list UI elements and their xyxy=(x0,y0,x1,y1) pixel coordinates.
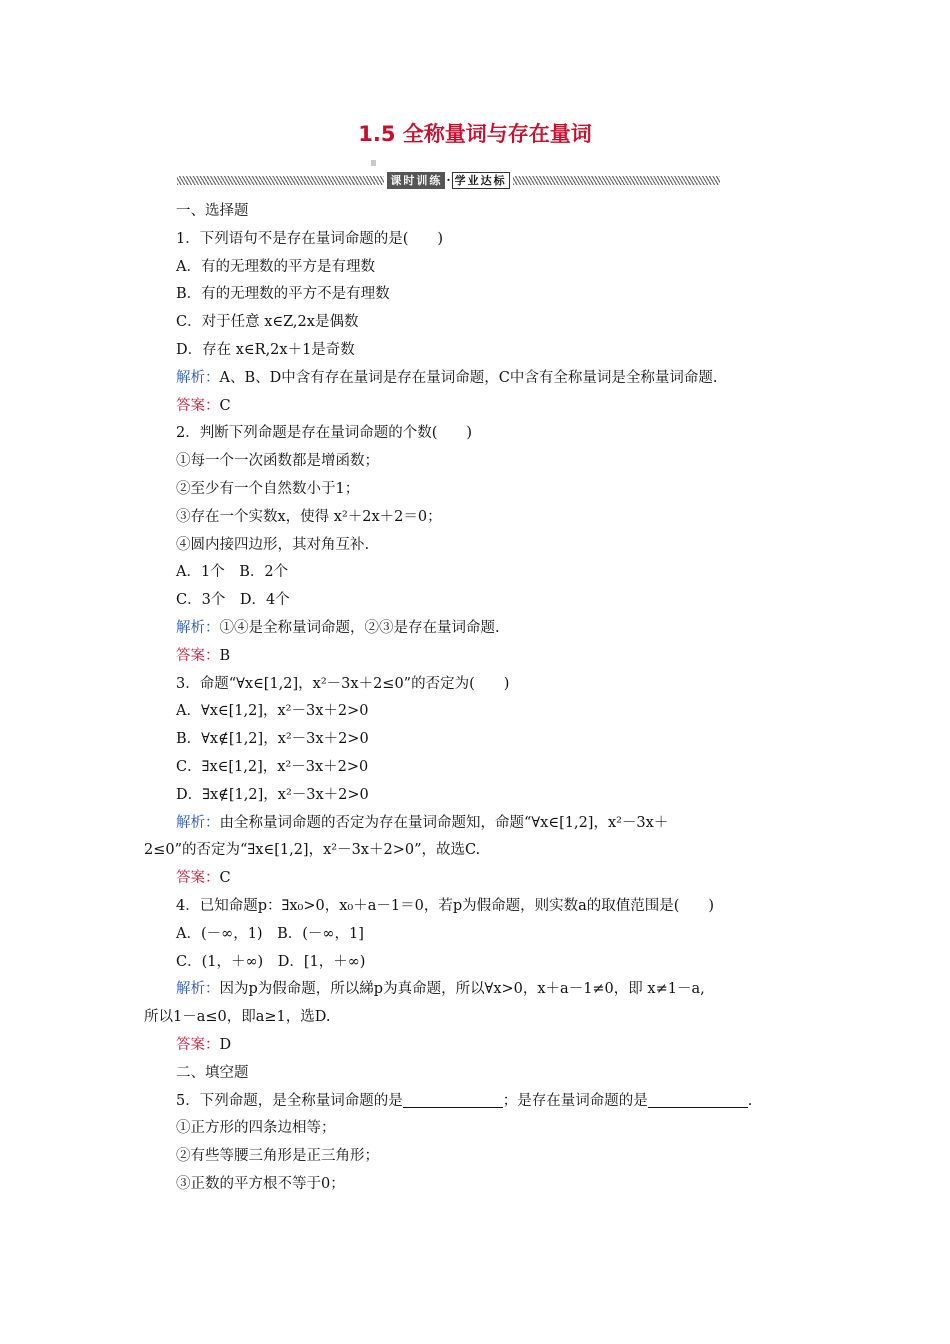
analysis xyxy=(144,976,809,1004)
option: D．存在 x∈R,2x＋1是奇数 xyxy=(176,341,355,358)
option: C．∃x∈[1,2]，x²－3x＋2>0 xyxy=(176,758,369,775)
answer-value: D xyxy=(219,1036,232,1053)
question-stem: 2．判断下列命题是存在量词命题的个数( ) xyxy=(176,425,473,442)
statement: ①每一个一次函数都是增函数； xyxy=(176,453,379,470)
option: A．有的无理数的平方是有理数 xyxy=(176,258,375,275)
analysis-text: ①④是全称量词命题，②③是存在量词命题. xyxy=(219,619,500,636)
analysis-continued: 2≤0”的否定为“∃x∈[1,2]，x²－3x＋2>0”，故选C. xyxy=(144,842,481,859)
analysis-label: 解析： xyxy=(176,814,220,831)
option: A．(－∞，1) B．(－∞，1] xyxy=(176,925,364,942)
question-stem xyxy=(144,1088,809,1116)
analysis-text: 由全称量词命题的否定为存在量词命题知，命题“∀x∈[1,2]，x²－3x＋ xyxy=(219,814,669,831)
stem-end: . xyxy=(747,1092,753,1109)
statement: ①正方形的四条边相等； xyxy=(176,1120,336,1137)
banner-label-practice: 课时训练 xyxy=(387,172,445,189)
section-banner xyxy=(177,171,720,189)
analysis xyxy=(144,365,809,393)
answer xyxy=(144,393,809,421)
statement: ②至少有一个自然数小于1； xyxy=(176,480,360,497)
question-stem: 1．下列语句不是存在量词命题的是( ) xyxy=(176,230,444,247)
option: A．1个 B．2个 xyxy=(176,564,289,581)
statement: ②有些等腰三角形是正三角形； xyxy=(176,1148,379,1165)
option: A．∀x∈[1,2]，x²－3x＋2>0 xyxy=(176,703,369,720)
answer xyxy=(144,865,809,893)
statement: ③正数的平方根不等于0； xyxy=(176,1175,345,1192)
answer-label: 答案： xyxy=(176,1036,220,1053)
analysis-text: A、B、D中含有存在量词是存在量词命题，C中含有全称量词是全称量词命题. xyxy=(219,369,718,386)
option: C．对于任意 x∈Z,2x是偶数 xyxy=(176,314,359,331)
option: C．(1，＋∞) D．[1，＋∞) xyxy=(176,953,366,970)
analysis-label: 解析： xyxy=(176,369,220,386)
analysis-text: 因为p为假命题，所以綈p为真命题，所以∀x>0，x＋a－1≠0，即 x≠1－a, xyxy=(219,981,705,998)
section-heading: 一、选择题 xyxy=(176,203,249,219)
question-stem: 4．已知命题p：∃x₀>0，x₀＋a－1＝0，若p为假命题，则实数a的取值范围是( ) xyxy=(176,897,715,914)
answer-label: 答案： xyxy=(176,397,220,414)
statement: ③存在一个实数x，使得 x²＋2x＋2＝0； xyxy=(176,508,442,525)
answer-value: C xyxy=(219,870,231,887)
answer-label: 答案： xyxy=(176,647,220,664)
banner-stripe-left xyxy=(177,176,384,185)
stem-part: ；是存在量词命题的是 xyxy=(502,1092,648,1109)
stem-part: 5．下列命题，是全称量词命题的是 xyxy=(176,1092,403,1109)
answer-label: 答案： xyxy=(176,870,220,887)
option: D．∃x∉[1,2]，x²－3x＋2>0 xyxy=(176,786,369,803)
analysis-label: 解析： xyxy=(176,619,220,636)
answer-value: B xyxy=(219,647,231,664)
exercise-content xyxy=(144,198,809,1199)
analysis xyxy=(144,615,809,643)
question-stem: 3．命题“∀x∈[1,2]，x²－3x＋2≤0”的否定为( ) xyxy=(176,675,510,692)
analysis-continued: 所以1－a≤0，即a≥1，选D. xyxy=(144,1009,331,1026)
banner-stripe-right xyxy=(513,176,720,185)
page-title: 1.5 全称量词与存在量词 xyxy=(358,122,592,146)
fill-blank[interactable] xyxy=(648,1091,748,1108)
option: C．3个 D．4个 xyxy=(176,592,290,609)
decorative-marker xyxy=(371,160,376,166)
banner-dot: · xyxy=(446,173,451,187)
answer xyxy=(144,643,809,671)
section-heading: 二、填空题 xyxy=(176,1064,249,1081)
answer xyxy=(144,1032,809,1060)
answer-value: C xyxy=(219,397,231,414)
option: B．∀x∉[1,2]，x²－3x＋2>0 xyxy=(176,731,369,748)
banner-label-standard: 学业达标 xyxy=(452,172,510,189)
fill-blank[interactable] xyxy=(403,1091,503,1108)
analysis-label: 解析： xyxy=(176,981,220,998)
analysis xyxy=(144,810,809,838)
option: B．有的无理数的平方不是有理数 xyxy=(176,286,390,303)
statement: ④圆内接四边形，其对角互补. xyxy=(176,536,370,553)
